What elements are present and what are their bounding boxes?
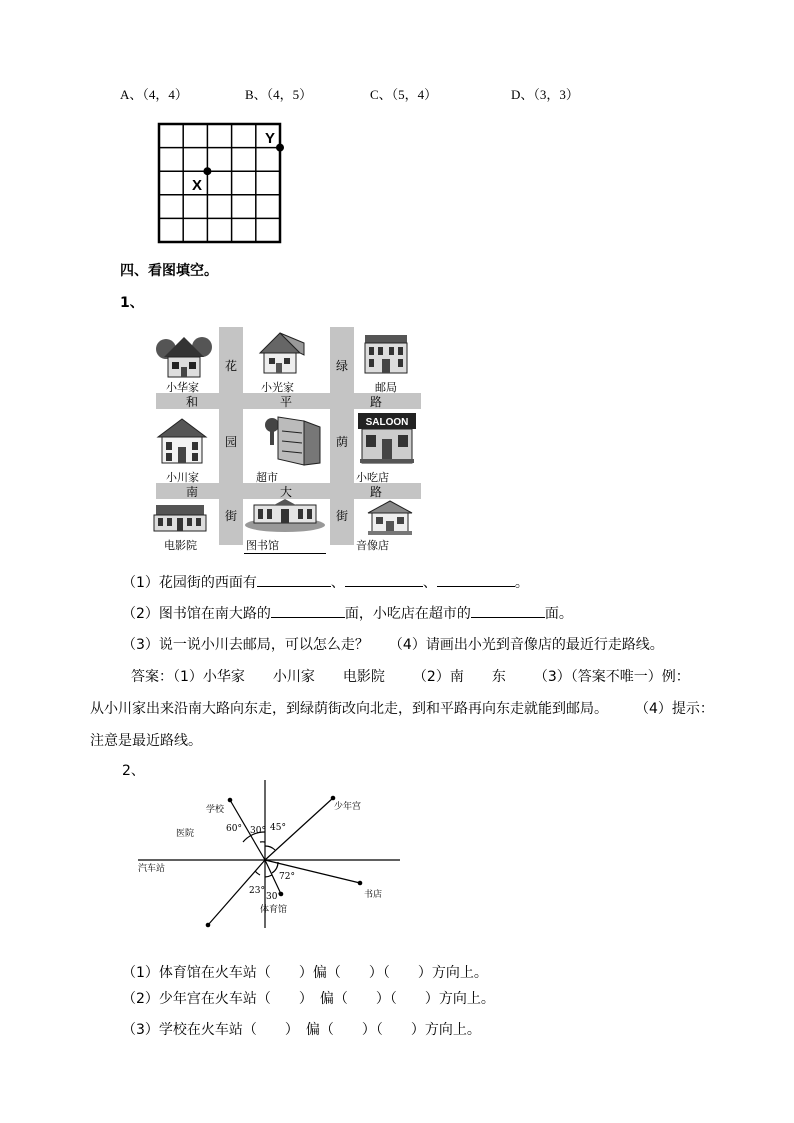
option-c: C、（5，4） xyxy=(370,87,438,102)
supermarket-icon xyxy=(264,411,324,471)
question-number-2: 2、 xyxy=(122,763,145,779)
street-char: 园 xyxy=(225,435,238,449)
answer-text: 电影院 xyxy=(342,669,385,685)
coordinate-grid xyxy=(155,119,285,245)
separator: 、 xyxy=(422,575,437,591)
answer-blank xyxy=(271,603,345,618)
music-store-icon xyxy=(364,499,416,537)
street-char: 街 xyxy=(225,509,238,523)
answer-blank xyxy=(471,603,545,618)
period: 。 xyxy=(514,575,529,591)
q1-part2-text-c: 面。 xyxy=(544,606,573,622)
building-label-music: 音像店 xyxy=(356,539,389,552)
answer-text: 从小川家出来沿南大路向东走，到绿荫街改向北走，到和平路再向东走就能到邮局。 xyxy=(90,701,608,717)
separator: 、 xyxy=(330,575,345,591)
road-char: 大 xyxy=(280,485,293,499)
map-underline xyxy=(244,553,326,554)
town-map xyxy=(156,327,421,557)
building-label-supermarket: 超市 xyxy=(256,471,278,484)
answer-text: 答案：（1）小华家 xyxy=(131,669,245,685)
answer-blank xyxy=(257,572,331,587)
point-y-dot xyxy=(276,144,284,152)
building-label-snack: 小吃店 xyxy=(356,471,389,484)
library-icon xyxy=(244,499,326,533)
q1-part2-text-a: （2）图书馆在南大路的 xyxy=(122,606,271,622)
building-label-cinema: 电影院 xyxy=(164,539,197,552)
q1-part4-text: （4）请画出小光到音像店的最近行走路线。 xyxy=(388,637,664,653)
point-y-label: Y xyxy=(265,130,276,147)
option-a: A、（4，4） xyxy=(120,87,188,102)
label-hospital: 医院 xyxy=(176,829,195,839)
option-b: B、（4，5） xyxy=(245,87,313,102)
angle-30-top: 30° xyxy=(250,826,266,836)
road-char: 路 xyxy=(370,485,383,499)
q1-part1 xyxy=(122,572,529,592)
answer-text: （4）提示： xyxy=(642,701,714,717)
road-char: 和 xyxy=(186,395,199,409)
direction-diagram xyxy=(138,780,400,930)
building-label-xiaohua: 小华家 xyxy=(166,381,199,394)
road-char: 平 xyxy=(280,395,293,409)
option-d: D、（3，3） xyxy=(511,87,579,102)
xiaochuan-house-icon xyxy=(156,415,208,467)
angle-60: 60° xyxy=(226,824,242,834)
point-x-dot xyxy=(203,167,211,175)
answer-text: （2）南 xyxy=(412,669,464,685)
label-gym: 体育馆 xyxy=(260,905,288,915)
building-label-xiaoguang: 小光家 xyxy=(261,381,294,394)
angle-30-bottom: 30° xyxy=(266,892,282,902)
xiaoguang-house-icon xyxy=(256,329,308,377)
q2-sentence-2: （2）少年宫在火车站（ ） 偏（ ）（ ）方向上。 xyxy=(122,991,495,1007)
q1-part3-text: （3）说一说小川去邮局，可以怎么走？ xyxy=(122,637,369,653)
question-number-1: 1、 xyxy=(120,295,144,311)
answer-text: 东 xyxy=(491,669,506,685)
answer-blank xyxy=(345,572,423,587)
answer-line-2 xyxy=(90,698,714,718)
answer-line-3: 注意是最近路线。 xyxy=(90,733,202,749)
answer-text: （3）（答案不唯一）例： xyxy=(533,669,690,685)
saloon-sign: SALOON xyxy=(365,417,409,428)
angle-23: 23° xyxy=(249,886,265,896)
angle-72: 72° xyxy=(279,872,295,882)
street-char: 花 xyxy=(225,359,238,373)
answer-line-1 xyxy=(131,666,690,686)
street-char: 街 xyxy=(336,509,349,523)
q1-part3-4 xyxy=(122,634,664,654)
label-bus-station: 汽车站 xyxy=(138,864,166,874)
building-label-post: 邮局 xyxy=(375,381,397,394)
road-char: 路 xyxy=(370,395,383,409)
building-label-library: 图书馆 xyxy=(246,539,279,552)
street-char: 绿 xyxy=(336,359,349,373)
building-label-xiaochuan: 小川家 xyxy=(166,471,199,484)
q1-part1-text: （1）花园街的西面有 xyxy=(122,575,257,591)
street-char: 荫 xyxy=(336,435,349,449)
point-x-label: X xyxy=(192,177,203,194)
q2-sentence-3: （3）学校在火车站（ ） 偏（ ）（ ）方向上。 xyxy=(122,1022,481,1038)
answer-blank xyxy=(437,572,515,587)
q2-sentence-1: （1）体育馆在火车站（ ）偏（ ）（ ）方向上。 xyxy=(122,965,488,981)
q1-part2 xyxy=(122,603,573,623)
q1-part2-text-b: 面，小吃店在超市的 xyxy=(344,606,471,622)
road-char: 南 xyxy=(186,485,199,499)
section-heading: 四、看图填空。 xyxy=(120,263,218,279)
angle-45: 45° xyxy=(270,823,286,833)
snack-shop-icon xyxy=(356,411,418,467)
cinema-icon xyxy=(152,503,208,533)
label-youth-palace: 少年宫 xyxy=(334,802,362,812)
answer-text: 小川家 xyxy=(272,669,315,685)
xiaohua-house-icon xyxy=(156,329,212,379)
post-office-icon xyxy=(361,331,411,375)
label-school: 学校 xyxy=(206,805,225,815)
label-bookstore: 书店 xyxy=(364,890,383,900)
